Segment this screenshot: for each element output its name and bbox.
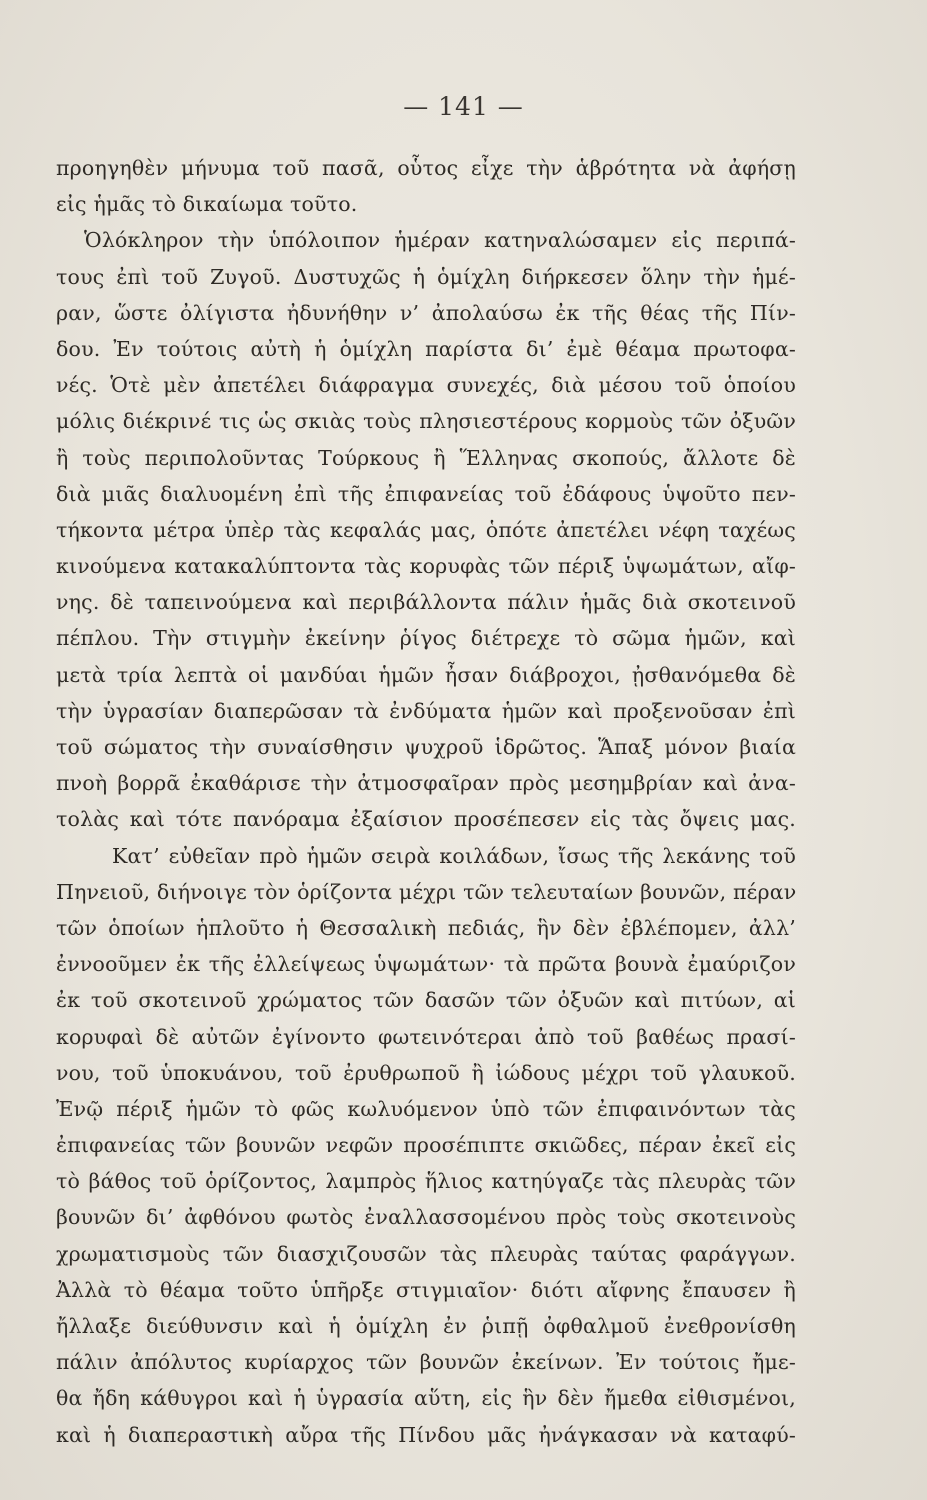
text-line: τήκοντα μέτρα ὑπὲρ τὰς κεφαλάς μας, ὁπότε ἀπετέλει νέφη ταχέως xyxy=(56,517,796,542)
text-line: ραν, ὥστε ὀλίγιστα ἠδυνήθην ν’ ἀπολαύσω ἐκ τῆς θέας τῆς Πίν- xyxy=(56,300,796,325)
text-line: πέπλου. Τὴν στιγμὴν ἐκείνην ῥίγος διέτρεχε τὸ σῶμα ἡμῶν, καὶ xyxy=(56,626,796,651)
text-line: πνοὴ βορρᾶ ἐκαθάρισε τὴν ἀτμοσφαῖραν πρὸς μεσημβρίαν καὶ ἀνα- xyxy=(56,771,796,796)
text-line: πάλιν ἀπόλυτος κυρίαρχος τῶν βουνῶν ἐκείνων. Ἐν τούτοις ἤμε- xyxy=(56,1350,796,1375)
text-line: θα ἤδη κάθυγροι καὶ ἡ ὑγρασία αὕτη, εἰς ἣν δὲν ἤμεθα εἰθισμένοι, xyxy=(56,1386,796,1411)
text-line: χρωματισμοὺς τῶν διασχιζουσῶν τὰς πλευρὰς ταύτας φαράγγων. xyxy=(56,1241,796,1266)
text-line: τὸ βάθος τοῦ ὁρίζοντος, λαμπρὸς ἥλιος κατηύγαζε τὰς πλευρὰς τῶν xyxy=(56,1169,796,1194)
text-line: τολὰς καὶ τότε πανόραμα ἐξαίσιον προσέπεσεν εἰς τὰς ὄψεις μας. xyxy=(56,807,796,832)
text-line: κορυφαὶ δὲ αὐτῶν ἐγίνοντο φωτεινότεραι ἀπὸ τοῦ βαθέως πρασί- xyxy=(56,1024,796,1049)
text-line: νου, τοῦ ὑποκυάνου, τοῦ ἐρυθρωποῦ ἢ ἰώδους μέχρι τοῦ γλαυκοῦ. xyxy=(56,1060,796,1085)
text-line: εἰς ἡμᾶς τὸ δικαίωμα τοῦτο. xyxy=(56,192,358,217)
text-line: τοῦ σώματος τὴν συναίσθησιν ψυχροῦ ἱδρῶτος. Ἅπαξ μόνον βιαία xyxy=(56,735,796,759)
text-line: μετὰ τρία λεπτὰ οἱ μανδύαι ἡμῶν ἦσαν διάβροχοι, ᾐσθανόμεθα δὲ xyxy=(56,662,796,687)
text-line: ἐπιφανείας τῶν βουνῶν νεφῶν προσέπιπτε σκιῶδες, πέραν ἐκεῖ εἰς xyxy=(56,1133,796,1158)
text-line: Ἐνῷ πέριξ ἡμῶν τὸ φῶς κωλυόμενον ὑπὸ τῶν ἐπιφαινόντων τὰς xyxy=(56,1096,796,1121)
text-line: τους ἐπὶ τοῦ Ζυγοῦ. Δυστυχῶς ἡ ὁμίχλη διήρκεσεν ὅλην τὴν ἡμέ- xyxy=(56,264,796,289)
text-line: ἐκ τοῦ σκοτεινοῦ χρώματος τῶν δασῶν τῶν ὀξυῶν καὶ πιτύων, αἱ xyxy=(56,988,796,1013)
text-line: Ἀλλὰ τὸ θέαμα τοῦτο ὑπῆρξε στιγμιαῖον· διότι αἴφνης ἔπαυσεν ἢ xyxy=(56,1277,796,1302)
text-line: ἤλλαξε διεύθυνσιν καὶ ἡ ὁμίχλη ἐν ῥιπῇ ὀφθαλμοῦ ἐνεθρονίσθη xyxy=(56,1314,796,1338)
text-line: ἐννοοῦμεν ἐκ τῆς ἐλλείψεως ὑψωμάτων· τὰ πρῶτα βουνὰ ἐμαύριζον xyxy=(56,952,796,977)
text-line: Πηνειοῦ, διήνοιγε τὸν ὁρίζοντα μέχρι τῶν τελευταίων βουνῶν, πέραν xyxy=(56,879,797,904)
text-line: νης. δὲ ταπεινούμενα καὶ περιβάλλοντα πάλιν ἡμᾶς διὰ σκοτεινοῦ xyxy=(56,590,796,615)
text-line: Κατ’ εὐθεῖαν πρὸ ἡμῶν σειρὰ κοιλάδων, ἴσως τῆς λεκάνης τοῦ xyxy=(112,843,796,868)
text-line: κινούμενα κατακαλύπτοντα τὰς κορυφὰς τῶν πέριξ ὑψωμάτων, αἴφ- xyxy=(56,554,796,579)
text-line: προηγηθὲν μήνυμα τοῦ πασᾶ, οὗτος εἶχε τὴν ἁβρότητα νὰ ἀφήσῃ xyxy=(56,156,796,180)
text-line: μόλις διέκρινέ τις ὡς σκιὰς τοὺς πλησιεστέρους κορμοὺς τῶν ὀξυῶν xyxy=(56,409,796,434)
text-line: καὶ ἡ διαπεραστικὴ αὔρα τῆς Πίνδου μᾶς ἠνάγκασαν νὰ καταφύ- xyxy=(56,1422,796,1447)
text-line: δου. Ἐν τούτοις αὐτὴ ἡ ὁμίχλη παρίστα δι’ ἐμὲ θέαμα πρωτοφα- xyxy=(56,336,796,361)
text-line: τῶν ὁποίων ἡπλοῦτο ἡ Θεσσαλικὴ πεδιάς, ἣν δὲν ἐβλέπομεν, ἀλλ’ xyxy=(56,915,796,940)
text-line: Ὁλόκληρον τὴν ὑπόλοιπον ἡμέραν κατηναλώσαμεν εἰς περιπά- xyxy=(84,228,796,253)
text-line: βουνῶν δι’ ἀφθόνου φωτὸς ἐναλλασσομένου πρὸς τοὺς σκοτεινοὺς xyxy=(56,1205,796,1230)
text-line: νές. Ὁτὲ μὲν ἀπετέλει διάφραγμα συνεχές, διὰ μέσου τοῦ ὁποίου xyxy=(56,373,796,398)
body-text xyxy=(56,150,796,1453)
text-line: ἢ τοὺς περιπολοῦντας Τούρκους ἢ Ἕλληνας σκοπούς, ἄλλοτε δὲ xyxy=(56,445,796,470)
text-line: διὰ μιᾶς διαλυομένη ἐπὶ τῆς ἐπιφανείας τοῦ ἐδάφους ὑψοῦτο πεν- xyxy=(56,481,796,506)
page-number: — 141 — xyxy=(403,92,524,121)
text-line: τὴν ὑγρασίαν διαπερῶσαν τὰ ἐνδύματα ἡμῶν καὶ προξενοῦσαν ἐπὶ xyxy=(56,698,796,723)
